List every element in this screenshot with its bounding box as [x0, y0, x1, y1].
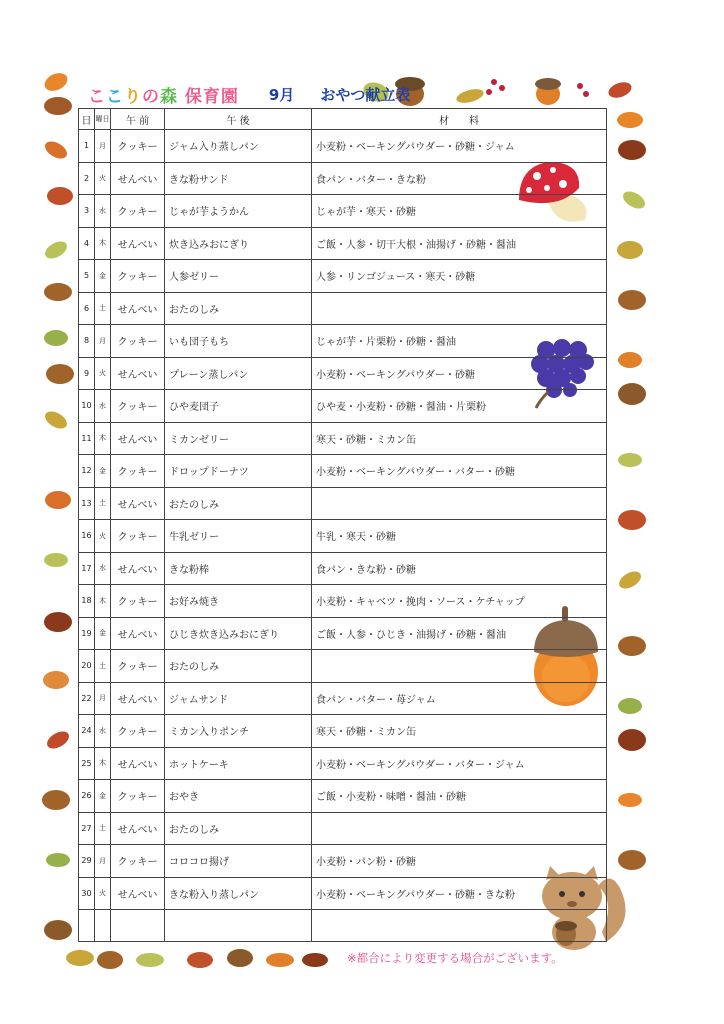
change-notice: ※都合により変更する場合がございます。 [347, 951, 563, 965]
cell-weekday: 火 [95, 877, 111, 910]
cell-day: 11 [79, 422, 95, 455]
cell-day: 10 [79, 390, 95, 423]
cell-weekday: 水 [95, 390, 111, 423]
cell-day: 20 [79, 650, 95, 683]
cell-day: 30 [79, 877, 95, 910]
cell-weekday: 土 [95, 650, 111, 683]
cell-pm: ミカンゼリー [165, 422, 312, 455]
cell-day: 6 [79, 292, 95, 325]
table-row-blank [79, 910, 607, 942]
cell-day: 5 [79, 260, 95, 293]
cell-blank [312, 910, 607, 942]
cell-am: クッキー [111, 260, 165, 293]
snack-menu-table [78, 108, 607, 942]
table-row [79, 877, 607, 910]
table-row [79, 357, 607, 390]
cell-ingredients: 牛乳・寒天・砂糖 [312, 520, 607, 553]
cell-pm: ミカン入りポンチ [165, 715, 312, 748]
cell-ingredients: 小麦粉・ベーキングパウダー・砂糖・ジャム [312, 130, 607, 163]
cell-ingredients [312, 812, 607, 845]
cell-pm: ドロップドーナツ [165, 455, 312, 488]
table-row [79, 390, 607, 423]
cell-pm: ひじき炊き込みおにぎり [165, 617, 312, 650]
cell-ingredients: 小麦粉・ベーキングパウダー・砂糖 [312, 357, 607, 390]
leaf-icon [42, 97, 74, 940]
table-row [79, 780, 607, 813]
cell-blank [95, 910, 111, 942]
cell-blank [111, 910, 165, 942]
cell-day: 4 [79, 227, 95, 260]
column-header-afternoon: 午 後 [165, 109, 312, 130]
cell-weekday: 月 [95, 130, 111, 163]
table-row [79, 650, 607, 683]
cell-ingredients: じゃが芋・寒天・砂糖 [312, 195, 607, 228]
cell-weekday: 火 [95, 520, 111, 553]
cell-pm: おたのしみ [165, 812, 312, 845]
cell-weekday: 土 [95, 292, 111, 325]
cell-pm: 牛乳ゼリー [165, 520, 312, 553]
cell-day: 12 [79, 455, 95, 488]
cell-weekday: 金 [95, 617, 111, 650]
cell-pm: きな粉棒 [165, 552, 312, 585]
cell-weekday: 金 [95, 260, 111, 293]
cell-ingredients [312, 487, 607, 520]
cell-pm: プレーン蒸しパン [165, 357, 312, 390]
page-header [88, 80, 410, 108]
cell-day: 18 [79, 585, 95, 618]
column-header-day: 日 [79, 109, 95, 130]
cell-weekday: 木 [95, 747, 111, 780]
cell-day: 2 [79, 162, 95, 195]
cell-pm: ジャム入り蒸しパン [165, 130, 312, 163]
cell-day: 3 [79, 195, 95, 228]
table-row [79, 292, 607, 325]
table-row [79, 162, 607, 195]
table-row [79, 812, 607, 845]
table-row [79, 422, 607, 455]
cell-day: 13 [79, 487, 95, 520]
table-row [79, 455, 607, 488]
cell-day: 19 [79, 617, 95, 650]
cell-weekday: 木 [95, 422, 111, 455]
cell-weekday: 木 [95, 585, 111, 618]
school-name-part: り [124, 86, 142, 107]
cell-weekday: 月 [95, 682, 111, 715]
cell-day: 27 [79, 812, 95, 845]
cell-ingredients [312, 650, 607, 683]
cell-am: せんべい [111, 617, 165, 650]
cell-am: せんべい [111, 292, 165, 325]
cell-pm: きな粉入り蒸しパン [165, 877, 312, 910]
cell-pm: おたのしみ [165, 487, 312, 520]
table-row [79, 747, 607, 780]
cell-ingredients: 食パン・きな粉・砂糖 [312, 552, 607, 585]
school-name-part: 森 [160, 86, 178, 107]
school-name-part: こ [88, 86, 106, 107]
cell-am: せんべい [111, 487, 165, 520]
leaf-icon [66, 949, 328, 969]
cell-ingredients [312, 292, 607, 325]
table-row [79, 487, 607, 520]
cell-ingredients: 寒天・砂糖・ミカン缶 [312, 715, 607, 748]
cell-pm: ジャムサンド [165, 682, 312, 715]
cell-pm: きな粉サンド [165, 162, 312, 195]
table-row [79, 520, 607, 553]
cell-am: クッキー [111, 455, 165, 488]
cell-am: せんべい [111, 357, 165, 390]
cell-pm: 炊き込みおにぎり [165, 227, 312, 260]
cell-am: クッキー [111, 390, 165, 423]
cell-pm: おやき [165, 780, 312, 813]
table-body [79, 130, 607, 942]
cell-day: 25 [79, 747, 95, 780]
menu-month: 9月 [268, 85, 295, 104]
column-header-ingredients: 材 料 [312, 109, 607, 130]
cell-day: 16 [79, 520, 95, 553]
cell-day: 24 [79, 715, 95, 748]
cell-blank [79, 910, 95, 942]
cell-day: 1 [79, 130, 95, 163]
school-name-part: 保育園 [178, 86, 239, 107]
cell-ingredients: 小麦粉・ベーキングパウダー・バター・ジャム [312, 747, 607, 780]
cell-day: 22 [79, 682, 95, 715]
cell-ingredients: 小麦粉・パン粉・砂糖 [312, 845, 607, 878]
cell-ingredients: 小麦粉・ベーキングパウダー・砂糖・きな粉 [312, 877, 607, 910]
cell-ingredients: ひや麦・小麦粉・砂糖・醤油・片栗粉 [312, 390, 607, 423]
cell-weekday: 水 [95, 195, 111, 228]
cell-weekday: 水 [95, 715, 111, 748]
cell-ingredients: 小麦粉・ベーキングパウダー・バター・砂糖 [312, 455, 607, 488]
cell-am: せんべい [111, 422, 165, 455]
table-row [79, 585, 607, 618]
cell-pm: いも団子もち [165, 325, 312, 358]
cell-weekday: 月 [95, 325, 111, 358]
cell-ingredients: ご飯・人参・切干大根・油揚げ・砂糖・醤油 [312, 227, 607, 260]
cell-day: 9 [79, 357, 95, 390]
cell-am: せんべい [111, 747, 165, 780]
cell-weekday: 土 [95, 812, 111, 845]
leaf-icon [616, 112, 648, 870]
cell-ingredients: 人参・リンゴジュース・寒天・砂糖 [312, 260, 607, 293]
table-row [79, 617, 607, 650]
page-title: おやつ献立表 [320, 85, 411, 104]
cell-am: クッキー [111, 845, 165, 878]
cell-ingredients: 寒天・砂糖・ミカン缶 [312, 422, 607, 455]
cell-ingredients: じゃが芋・片栗粉・砂糖・醤油 [312, 325, 607, 358]
table-row [79, 552, 607, 585]
school-name [88, 82, 239, 107]
cell-am: せんべい [111, 812, 165, 845]
cell-day: 17 [79, 552, 95, 585]
cell-am: クッキー [111, 715, 165, 748]
table-row [79, 130, 607, 163]
cell-blank [165, 910, 312, 942]
column-header-weekday: 曜日 [95, 109, 111, 130]
school-name-part: の [142, 86, 160, 107]
cell-am: クッキー [111, 520, 165, 553]
table-row [79, 195, 607, 228]
cell-am: クッキー [111, 325, 165, 358]
table-row [79, 227, 607, 260]
cell-am: クッキー [111, 585, 165, 618]
cell-day: 26 [79, 780, 95, 813]
cell-ingredients: ご飯・人参・ひじき・油揚げ・砂糖・醤油 [312, 617, 607, 650]
cell-weekday: 水 [95, 552, 111, 585]
cell-am: クッキー [111, 650, 165, 683]
cell-pm: おたのしみ [165, 292, 312, 325]
cell-day: 29 [79, 845, 95, 878]
school-name-part: こ [106, 86, 124, 107]
cell-weekday: 土 [95, 487, 111, 520]
cell-am: せんべい [111, 227, 165, 260]
cell-am: せんべい [111, 162, 165, 195]
cell-pm: 人参ゼリー [165, 260, 312, 293]
cell-ingredients: 食パン・バター・苺ジャム [312, 682, 607, 715]
table-row [79, 715, 607, 748]
cell-weekday: 月 [95, 845, 111, 878]
table-row [79, 260, 607, 293]
cell-ingredients: 小麦粉・キャベツ・挽肉・ソース・ケチャップ [312, 585, 607, 618]
cell-am: クッキー [111, 130, 165, 163]
cell-pm: ホットケーキ [165, 747, 312, 780]
cell-ingredients: 食パン・バター・きな粉 [312, 162, 607, 195]
cell-am: クッキー [111, 780, 165, 813]
table-header-row [79, 109, 607, 130]
cell-day: 8 [79, 325, 95, 358]
cell-am: クッキー [111, 195, 165, 228]
cell-pm: おたのしみ [165, 650, 312, 683]
table-row [79, 682, 607, 715]
cell-am: せんべい [111, 552, 165, 585]
cell-weekday: 金 [95, 780, 111, 813]
table-row [79, 325, 607, 358]
cell-pm: じゃが芋ようかん [165, 195, 312, 228]
column-header-morning: 午 前 [111, 109, 165, 130]
cell-pm: コロコロ揚げ [165, 845, 312, 878]
cell-weekday: 金 [95, 455, 111, 488]
cell-pm: ひや麦団子 [165, 390, 312, 423]
cell-am: せんべい [111, 877, 165, 910]
table-row [79, 845, 607, 878]
cell-am: せんべい [111, 682, 165, 715]
cell-pm: お好み焼き [165, 585, 312, 618]
cell-weekday: 木 [95, 227, 111, 260]
cell-ingredients: ご飯・小麦粉・味噌・醤油・砂糖 [312, 780, 607, 813]
cell-weekday: 火 [95, 357, 111, 390]
cell-weekday: 火 [95, 162, 111, 195]
